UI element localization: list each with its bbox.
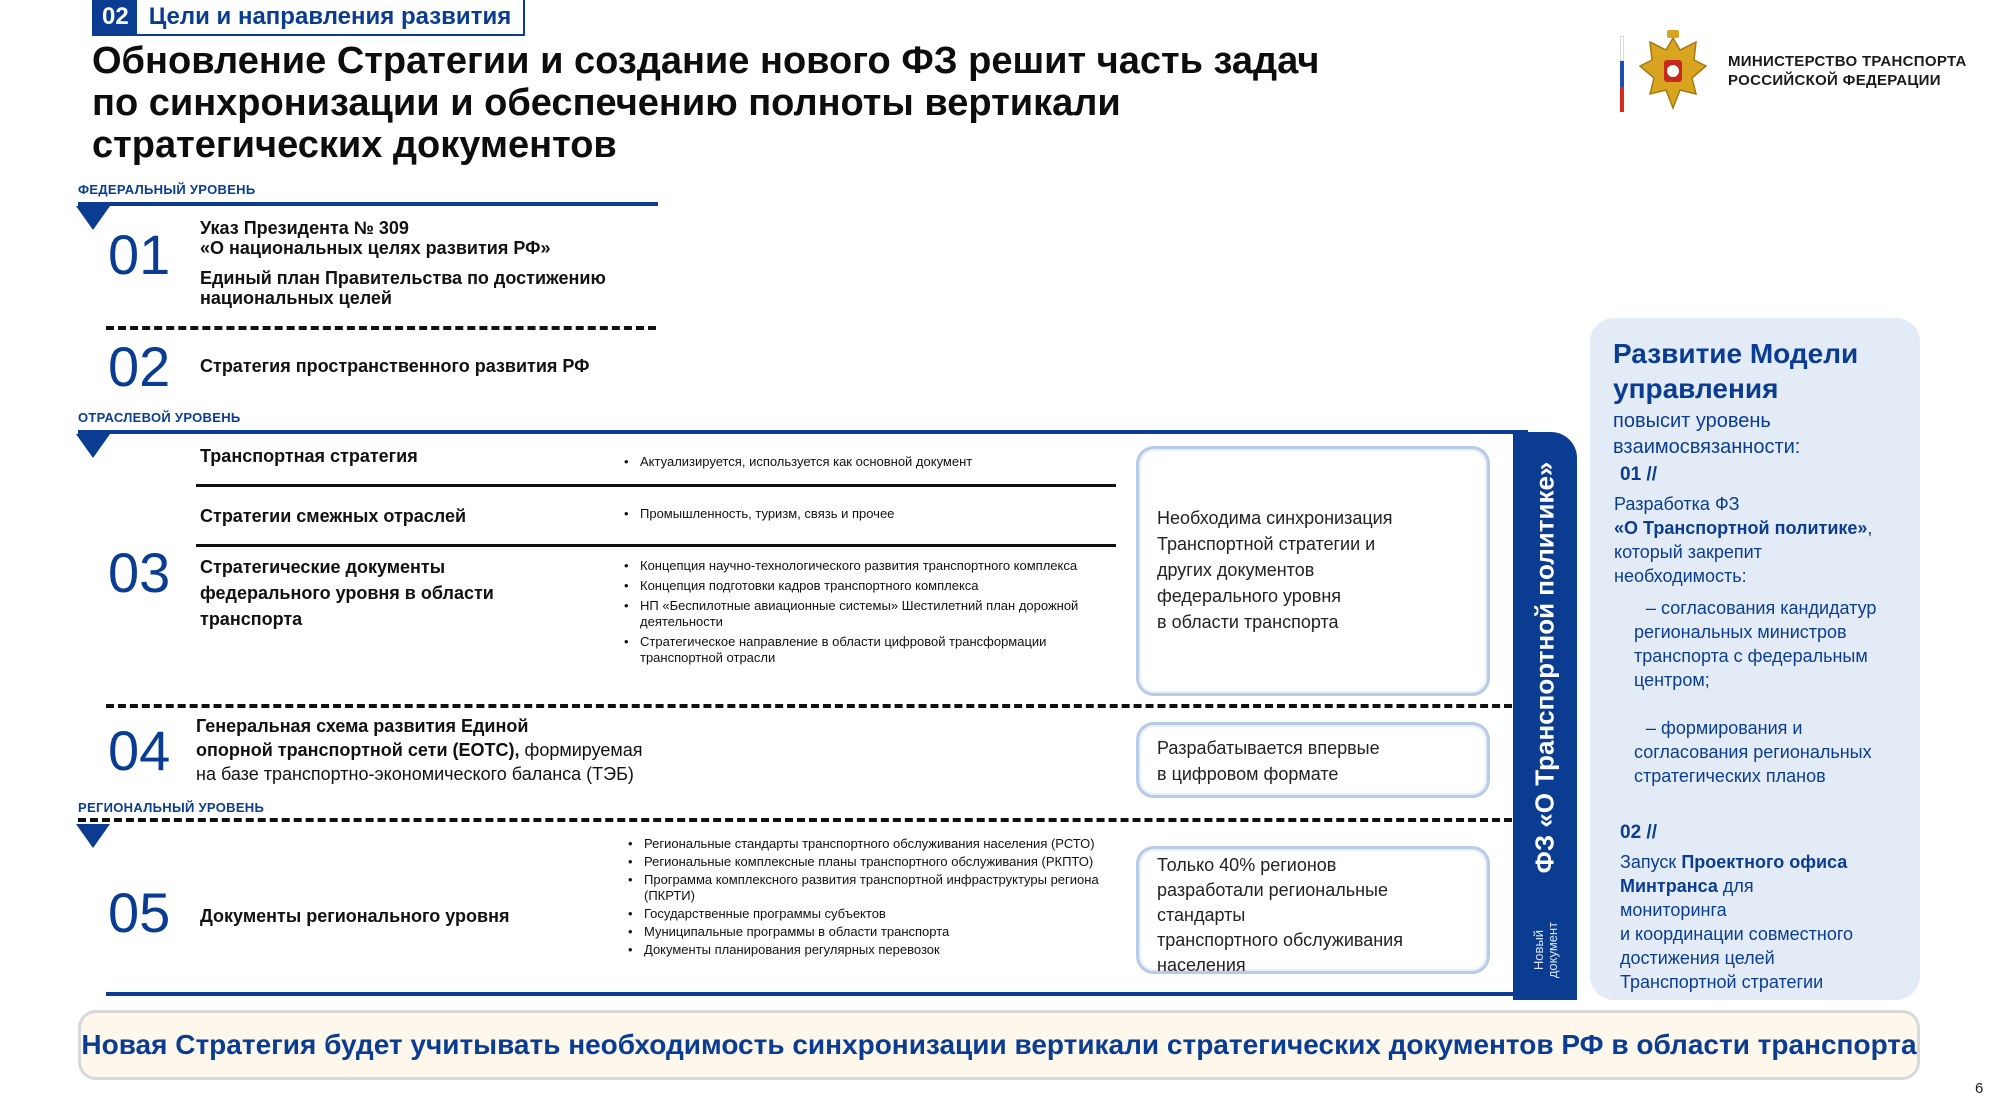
- government-plan-text: Единый план Правительства по достижению национальных целей: [200, 268, 606, 308]
- bottom-rule: [106, 992, 1516, 996]
- sync-needed-box: Необходима синхронизация Транспортной стратегии и других документов федерального уровня в области транспорта: [1136, 446, 1490, 696]
- adjacent-strategies-label: Стратегии смежных отраслей: [200, 506, 467, 526]
- regional-standards-box: Только 40% регионов разработали региональные стандарты транспортного обслуживания населения: [1136, 846, 1490, 974]
- regional-docs-label: Документы регионального уровня: [200, 906, 510, 926]
- panel-title: Развитие Модели управления: [1613, 338, 1859, 404]
- sectoral-level-label: ОТРАСЛЕВОЙ УРОВЕНЬ: [78, 410, 241, 425]
- row-divider: [106, 326, 656, 330]
- row-number-04: 04: [108, 719, 171, 782]
- section-tag: [92, 0, 525, 36]
- panel-item-1: Разработка ФЗ «О Транспортной политике», который закрепит необходимость:: [1614, 494, 1873, 586]
- list-item: • Концепция подготовки кадров транспортного комплекса: [622, 578, 1092, 594]
- federal-docs-bullets: [622, 558, 1092, 670]
- row-divider: [196, 484, 1116, 487]
- list-item: • Концепция научно-технологического развития транспортного комплекса: [622, 558, 1092, 574]
- conclusion-banner: Новая Стратегия будет учитывать необходимость синхронизации вертикали стратегических документов РФ в области транспорта: [78, 1010, 1920, 1080]
- section-title: Цели и направления развития: [137, 0, 524, 34]
- title-line: по синхронизации и обеспечению полноты вертикали: [92, 82, 1121, 124]
- row-number-03: 03: [108, 541, 171, 604]
- list-item: • Муниципальные программы в области транспорта: [626, 924, 1136, 940]
- row-number-02: 02: [108, 335, 171, 398]
- section-number: 02: [94, 0, 137, 34]
- list-item: • Программа комплексного развития транспортной инфраструктуры региона (ПКРТИ): [626, 872, 1136, 904]
- spatial-strategy-text: Стратегия пространственного развития РФ: [200, 356, 590, 376]
- ministry-name: МИНИСТЕРСТВО ТРАНСПОРТА РОССИЙСКОЙ ФЕДЕРАЦИИ: [1728, 53, 1967, 89]
- title-line: стратегических документов: [92, 124, 617, 166]
- panel-item-number: 02 //: [1620, 822, 1657, 843]
- fz-transport-policy-label: ФЗ «О Транспортной политике»: [1529, 461, 1560, 873]
- sectoral-level-marker-icon: [76, 434, 110, 458]
- row-divider: [106, 704, 1512, 708]
- eots-scheme-text: Генеральная схема развития Единой опорной транспортной сети (ЕОТС), формируемая на базе транспортно-экономического баланса (ТЭБ): [196, 716, 643, 784]
- panel-item-number: 01 //: [1620, 464, 1657, 485]
- regional-level-line: [78, 818, 1512, 822]
- ministry-logo: [1620, 30, 1980, 120]
- panel-subitem-plans: – формирования и согласования региональных стратегических планов: [1634, 718, 1872, 786]
- page-title: [92, 40, 1392, 166]
- row-divider: [196, 544, 1116, 547]
- list-item: • Промышленность, туризм, связь и прочее: [622, 506, 1122, 522]
- list-item: • Региональные стандарты транспортного обслуживания населения (РСТО): [626, 836, 1136, 852]
- sectoral-level-line: [78, 430, 1528, 434]
- digital-format-box: Разрабатывается впервые в цифровом формате: [1136, 722, 1490, 798]
- decree-text: Указ Президента № 309 «О национальных целях развития РФ»: [200, 218, 551, 258]
- federal-level-marker-icon: [76, 206, 110, 230]
- list-item: • Региональные комплексные планы транспортного обслуживания (РКПТО): [626, 854, 1136, 870]
- list-item: • Документы планирования регулярных перевозок: [626, 942, 1136, 958]
- title-line: Обновление Стратегии и создание нового ФЗ решит часть задач: [92, 40, 1320, 82]
- regional-level-marker-icon: [76, 824, 110, 848]
- federal-level-label: ФЕДЕРАЛЬНЫЙ УРОВЕНЬ: [78, 182, 256, 197]
- new-document-label: Новый документ: [1531, 921, 1560, 979]
- panel-subtitle: повысит уровень взаимосвязанности:: [1613, 410, 1801, 458]
- adjacent-strategies-bullets: [622, 506, 1122, 526]
- transport-strategy-label: Транспортная стратегия: [200, 446, 418, 466]
- row-number-01: 01: [108, 223, 171, 286]
- list-item: • НП «Беспилотные авиационные системы» Шестилетний план дорожной деятельности: [622, 598, 1092, 630]
- list-item: • Актуализируется, используется как основной документ: [622, 454, 1122, 470]
- transport-strategy-bullets: [622, 454, 1122, 474]
- regional-docs-bullets: [626, 836, 1136, 960]
- regional-level-label: РЕГИОНАЛЬНЫЙ УРОВЕНЬ: [78, 800, 265, 815]
- panel-item-2: Запуск Проектного офиса Минтранса для мониторинга и координации совместного достижения целей Транспортной стратегии: [1620, 852, 1854, 992]
- page-number: 6: [1975, 1080, 1984, 1097]
- federal-level-line: [78, 202, 658, 206]
- list-item: • Государственные программы субъектов: [626, 906, 1136, 922]
- flag-stripe: [1620, 36, 1624, 112]
- list-item: • Стратегическое направление в области цифровой трансформации транспортной отрасли: [622, 634, 1092, 666]
- panel-subitem-candidates: – согласования кандидатур региональных министров транспорта с федеральным центром;: [1634, 598, 1877, 690]
- federal-docs-label: Стратегические документы федерального уровня в области транспорта: [200, 557, 494, 629]
- eagle-emblem-icon: [1638, 30, 1708, 116]
- row-number-05: 05: [108, 881, 171, 944]
